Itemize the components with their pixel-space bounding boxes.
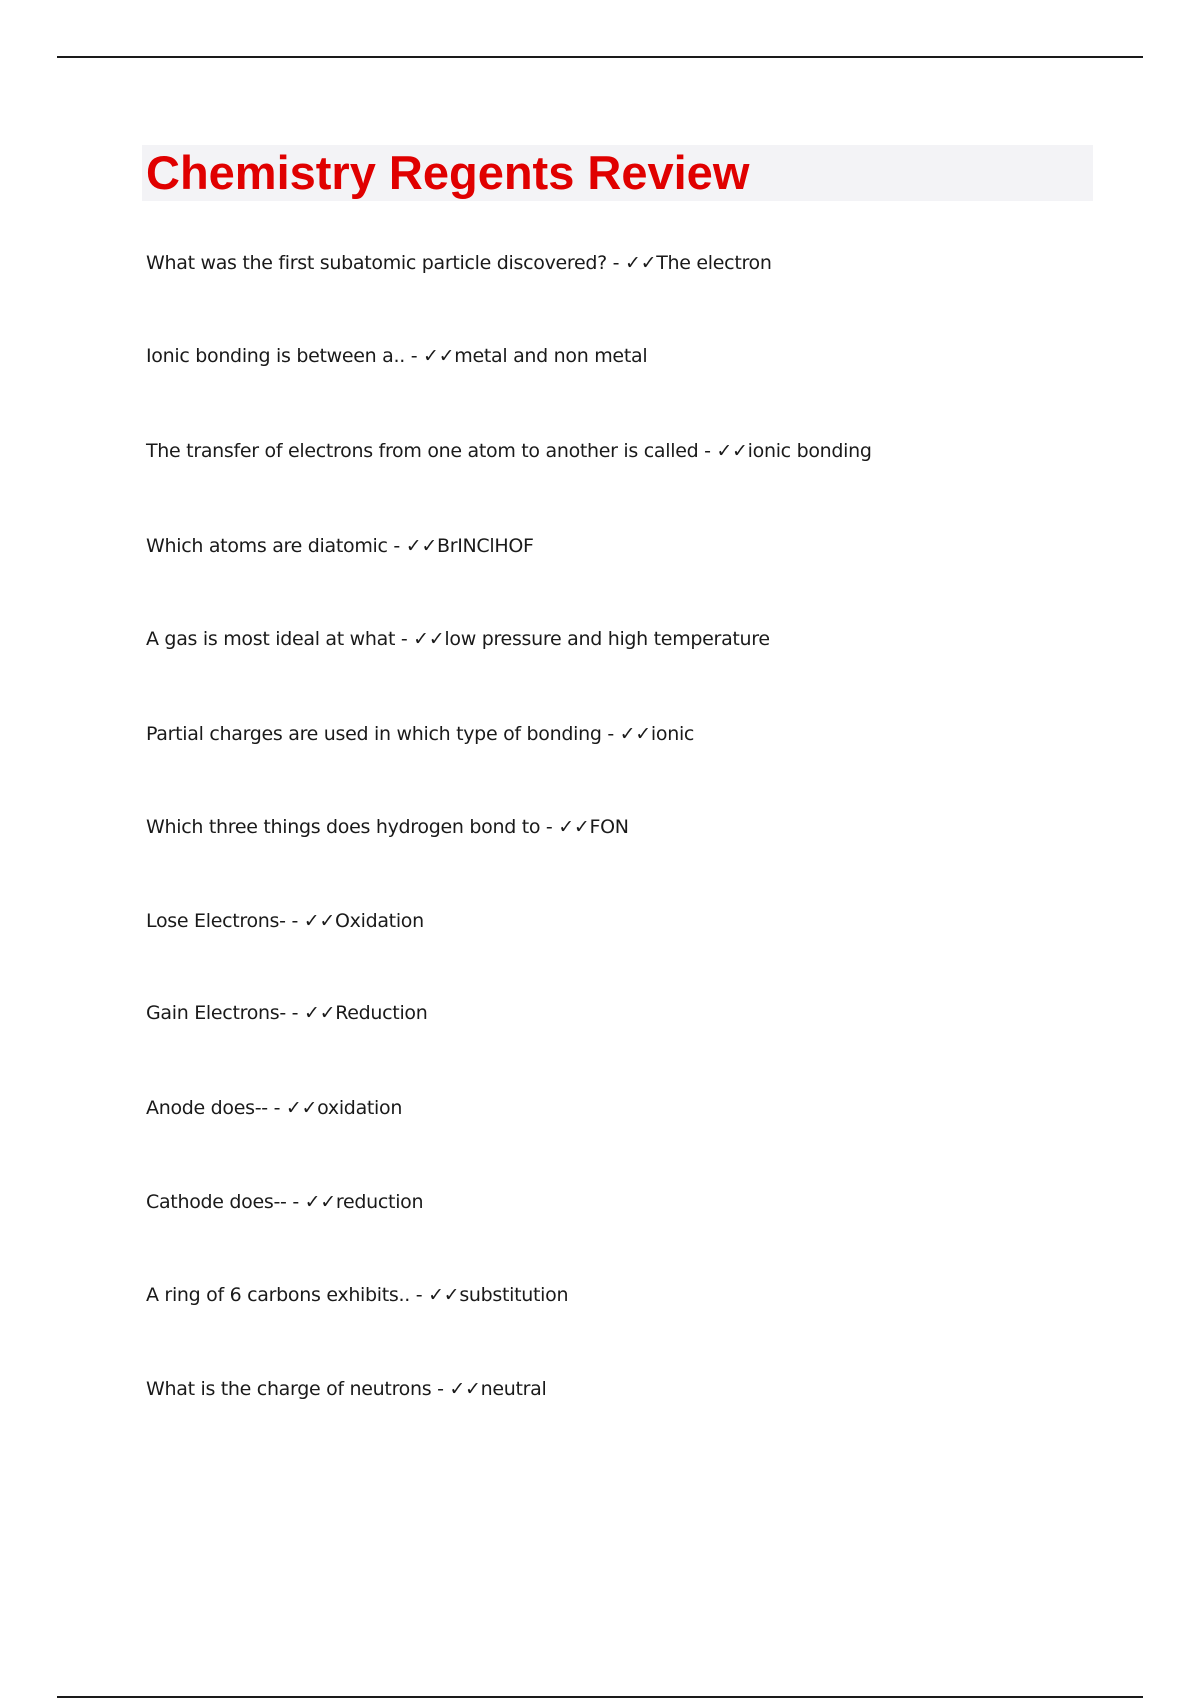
double-check-icon: ✓✓ xyxy=(303,1002,336,1024)
double-check-icon: ✓✓ xyxy=(558,816,590,838)
double-check-icon: ✓✓ xyxy=(304,1191,336,1213)
separator: - xyxy=(286,1191,305,1213)
qa-item xyxy=(146,251,772,275)
qa-item xyxy=(146,1190,423,1214)
separator: - xyxy=(698,440,717,462)
double-check-icon: ✓✓ xyxy=(405,535,437,557)
answer-text: oxidation xyxy=(317,1097,403,1119)
answer-text: Oxidation xyxy=(335,910,424,932)
question-text: What was the first subatomic particle discovered? xyxy=(146,252,607,274)
separator: - xyxy=(606,252,625,274)
separator: - xyxy=(387,535,406,557)
answer-text: ionic bonding xyxy=(747,440,872,462)
answer-text: The electron xyxy=(656,252,772,274)
title-banner xyxy=(142,145,1093,201)
question-text: Anode does-- xyxy=(146,1097,268,1119)
question-text: The transfer of electrons from one atom to another is called xyxy=(146,440,699,462)
qa-item xyxy=(146,627,770,651)
question-text: Lose Electrons- xyxy=(146,910,286,932)
answer-text: FON xyxy=(589,816,629,838)
document-title: Chemistry Regents Review xyxy=(146,146,750,199)
answer-text: reduction xyxy=(335,1191,424,1213)
qa-item xyxy=(146,1096,402,1120)
question-text: Gain Electrons- xyxy=(146,1002,286,1024)
separator: - xyxy=(267,1097,286,1119)
double-check-icon: ✓✓ xyxy=(423,345,455,367)
double-check-icon: ✓✓ xyxy=(624,252,657,274)
bottom-divider xyxy=(57,1696,1143,1698)
double-check-icon: ✓✓ xyxy=(428,1284,460,1306)
qa-item xyxy=(146,815,629,839)
double-check-icon: ✓✓ xyxy=(303,910,335,932)
qa-item xyxy=(146,1001,428,1025)
answer-text: neutral xyxy=(480,1378,547,1400)
qa-item xyxy=(146,439,872,463)
answer-text: ionic xyxy=(650,723,695,745)
question-text: Which three things does hydrogen bond to xyxy=(146,816,541,838)
top-divider xyxy=(57,56,1143,58)
qa-item xyxy=(146,909,424,933)
separator: - xyxy=(395,628,414,650)
answer-text: BrINClHOF xyxy=(436,535,534,557)
qa-item xyxy=(146,1377,547,1401)
qa-item xyxy=(146,1283,568,1307)
question-text: Cathode does-- xyxy=(146,1191,287,1213)
answer-text: substitution xyxy=(459,1284,569,1306)
question-text: A gas is most ideal at what xyxy=(146,628,396,650)
separator: - xyxy=(404,345,424,367)
separator: - xyxy=(601,723,620,745)
separator: - xyxy=(285,1002,304,1024)
double-check-icon: ✓✓ xyxy=(449,1378,481,1400)
separator: - xyxy=(540,816,559,838)
double-check-icon: ✓✓ xyxy=(413,628,445,650)
answer-text: metal and non metal xyxy=(454,345,648,367)
question-text: A ring of 6 carbons exhibits.. xyxy=(146,1284,411,1306)
question-text: Partial charges are used in which type of bonding xyxy=(146,723,602,745)
question-text: Which atoms are diatomic xyxy=(146,535,388,557)
double-check-icon: ✓✓ xyxy=(716,440,748,462)
question-text: Ionic bonding is between a.. xyxy=(146,345,405,367)
double-check-icon: ✓✓ xyxy=(285,1097,318,1119)
separator: - xyxy=(285,910,304,932)
double-check-icon: ✓✓ xyxy=(619,723,651,745)
qa-item xyxy=(146,534,534,558)
separator: - xyxy=(431,1378,450,1400)
qa-item xyxy=(146,722,694,746)
answer-text: Reduction xyxy=(335,1002,428,1024)
answer-text: low pressure and high temperature xyxy=(444,628,770,650)
question-text: What is the charge of neutrons xyxy=(146,1378,432,1400)
qa-item xyxy=(146,344,647,368)
separator: - xyxy=(410,1284,429,1306)
